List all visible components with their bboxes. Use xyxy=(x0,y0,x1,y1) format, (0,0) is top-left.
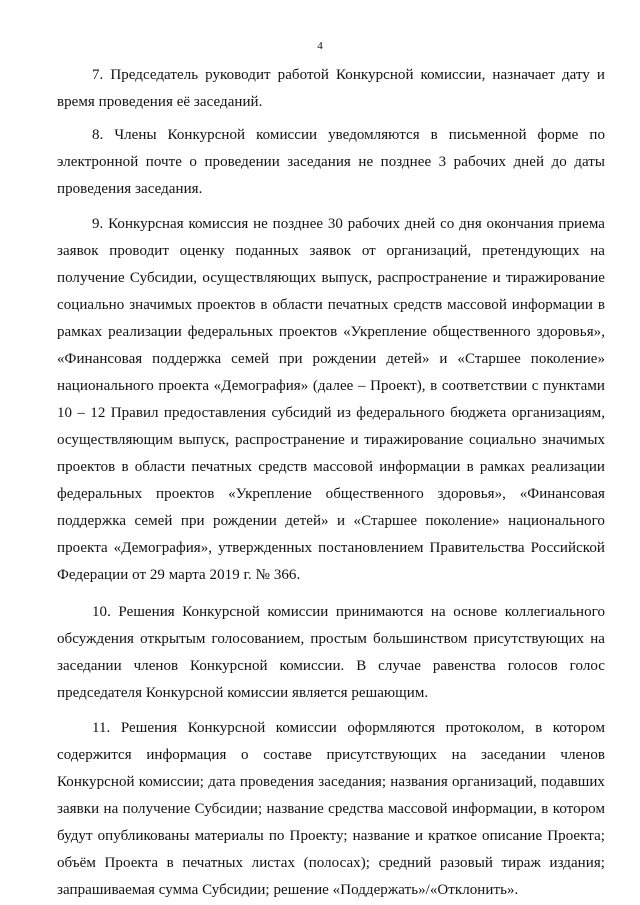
paragraph-9: 9. Конкурсная комиссия не позднее 30 рабочих дней со дня окончания приема заявок проводит оценку поданных заявок от организаций, претендующих на получение Субсидии, осуществляющих выпуск, распространение и тиражирование социально значимых проектов в области печатных средств массовой информации в рамках реализации федеральных проектов «Укрепление общественного здоровья», «Финансовая поддержка семей при рождении детей» и «Старшее поколение» национального проекта «Демография» (далее – Проект), в соответствии с пунктами 10 – 12 Правил предоставления субсидий из федерального бюджета организациям, осуществляющим выпуск, распространение и тиражирование социально значимых проектов в области печатных средств массовой информации в рамках реализации федеральных проектов «Укрепление общественного здоровья», «Финансовая поддержка семей при рождении детей» и «Старшее поколение» национального проекта «Демография», утвержденных постановлением Правительства Российской Федерации от 29 марта 2019 г. № 366. xyxy=(57,216,605,583)
paragraph-7: 7. Председатель руководит работой Конкурсной комиссии, назначает дату и время проведения её заседаний. xyxy=(57,67,605,110)
paragraph-11: 11. Решения Конкурсной комиссии оформляются протоколом, в котором содержится информация о составе присутствующих на заседании членов Конкурсной комиссии; дата проведения заседания; названия организаций, подавших заявки на получение Субсидии; название средства массовой информации, в котором будут опубликованы материалы по Проекту; название и краткое описание Проекта; объём Проекта в печатных листах (полосах); средний разовый тираж издания; запрашиваемая сумма Субсидии; решение «Поддержать»/«Отклонить». xyxy=(57,720,605,898)
page-number: 4 xyxy=(317,40,323,52)
paragraph-8: 8. Члены Конкурсной комиссии уведомляются в письменной форме по электронной почте о проведении заседания не позднее 3 рабочих дней до даты проведения заседания. xyxy=(57,127,605,197)
document-body xyxy=(57,62,605,904)
paragraph-10: 10. Решения Конкурсной комиссии принимаются на основе коллегиального обсуждения открытым голосованием, простым большинством присутствующих на заседании членов Конкурсной комиссии. В случае равенства голосов голос председателя Конкурсной комиссии является решающим. xyxy=(57,604,605,701)
